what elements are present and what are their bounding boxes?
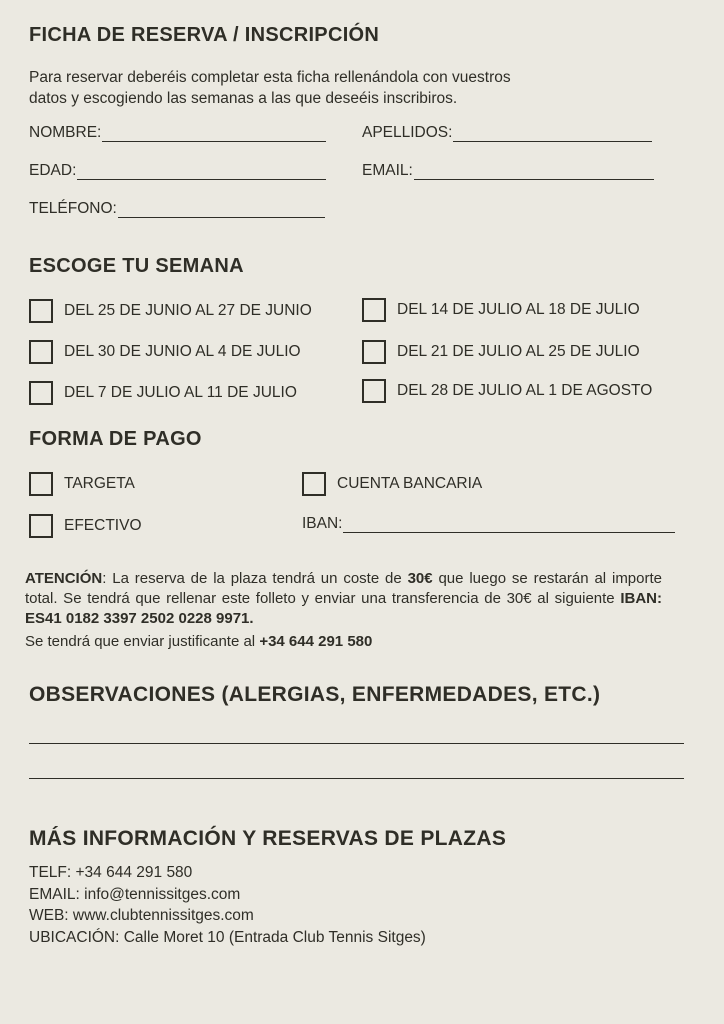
week-option-4[interactable] [362, 340, 640, 364]
email-line[interactable] [414, 164, 654, 180]
edad-line[interactable] [77, 164, 326, 180]
week-label: DEL 7 DE JULIO AL 11 DE JULIO [64, 384, 297, 401]
payment-option-efectivo[interactable] [29, 514, 142, 538]
iban-line[interactable] [343, 517, 675, 533]
checkbox[interactable] [302, 472, 326, 496]
apellidos-field[interactable] [362, 124, 652, 142]
contact-info [29, 862, 426, 948]
week-option-6[interactable] [362, 379, 652, 403]
iban-field[interactable] [302, 515, 675, 533]
checkbox[interactable] [29, 299, 53, 323]
iban-label: IBAN: [302, 515, 343, 532]
contact-email: EMAIL: info@tennissitges.com [29, 885, 241, 903]
telefono-label: TELÉFONO: [29, 200, 117, 217]
notice-iban: IBAN: ES41 0182 3397 2502 0228 9971. [25, 590, 662, 627]
page-title: FICHA DE RESERVA / INSCRIPCIÓN [29, 24, 380, 46]
week-option-1[interactable] [29, 299, 312, 323]
checkbox[interactable] [29, 514, 53, 538]
week-label: DEL 21 DE JULIO AL 25 DE JULIO [397, 343, 640, 360]
checkbox[interactable] [362, 340, 386, 364]
notice-text-1: : La reserva de la plaza tendrá un coste de [102, 570, 408, 587]
week-option-3[interactable] [29, 340, 301, 364]
checkbox[interactable] [29, 381, 53, 405]
week-label: DEL 28 DE JULIO AL 1 DE AGOSTO [397, 382, 653, 399]
apellidos-line[interactable] [453, 126, 652, 142]
notice-text-3: Se tendrá que enviar justificante al [25, 633, 260, 650]
telefono-line[interactable] [118, 202, 325, 218]
payment-label: EFECTIVO [64, 517, 142, 534]
week-label: DEL 25 DE JUNIO AL 27 DE JUNIO [64, 302, 312, 319]
observaciones-heading: OBSERVACIONES (ALERGIAS, ENFERMEDADES, ETC.) [29, 683, 601, 706]
payment-heading: FORMA DE PAGO [29, 428, 202, 450]
intro-line-2: datos y escogiendo las semanas a las que deseéis inscribiros. [29, 90, 458, 107]
nombre-line[interactable] [102, 126, 326, 142]
apellidos-label: APELLIDOS: [362, 124, 453, 141]
weeks-heading: ESCOGE TU SEMANA [29, 255, 244, 277]
week-label: DEL 30 DE JUNIO AL 4 DE JULIO [64, 343, 301, 360]
nombre-field[interactable] [29, 124, 326, 142]
contact-telf: TELF: +34 644 291 580 [29, 864, 193, 881]
contact-ubicacion: UBICACIÓN: Calle Moret 10 (Entrada Club Tennis Sitges) [29, 928, 426, 946]
notice-phone: +34 644 291 580 [259, 633, 373, 650]
edad-label: EDAD: [29, 162, 77, 179]
checkbox[interactable] [362, 379, 386, 403]
week-label: DEL 14 DE JULIO AL 18 DE JULIO [397, 301, 640, 318]
week-option-2[interactable] [362, 298, 640, 322]
more-info-heading: MÁS INFORMACIÓN Y RESERVAS DE PLAZAS [29, 827, 507, 850]
notice-text [25, 569, 662, 629]
contact-web: WEB: www.clubtennissitges.com [29, 907, 254, 924]
payment-option-cuenta[interactable] [302, 472, 482, 496]
edad-field[interactable] [29, 162, 326, 180]
week-option-5[interactable] [29, 381, 297, 405]
payment-label: CUENTA BANCARIA [337, 475, 483, 492]
observaciones-line-1[interactable] [29, 742, 684, 744]
notice-text-2: que luego se restarán al importe total. Se tendrá que rellenar este folleto y enviar una transferencia de 30€ al siguiente [25, 570, 662, 607]
payment-option-targeta[interactable] [29, 472, 135, 496]
checkbox[interactable] [362, 298, 386, 322]
notice-amount: 30€ [407, 570, 433, 587]
notice-atencion: ATENCIÓN [25, 570, 103, 587]
payment-label: TARGETA [64, 475, 135, 492]
observaciones-line-2[interactable] [29, 777, 684, 779]
nombre-label: NOMBRE: [29, 124, 102, 141]
intro-text [29, 67, 511, 109]
intro-line-1: Para reservar deberéis completar esta ficha rellenándola con vuestros [29, 69, 511, 86]
notice-justificante [25, 632, 372, 652]
checkbox[interactable] [29, 472, 53, 496]
telefono-field[interactable] [29, 200, 325, 218]
checkbox[interactable] [29, 340, 53, 364]
email-label: EMAIL: [362, 162, 413, 179]
email-field[interactable] [362, 162, 654, 180]
